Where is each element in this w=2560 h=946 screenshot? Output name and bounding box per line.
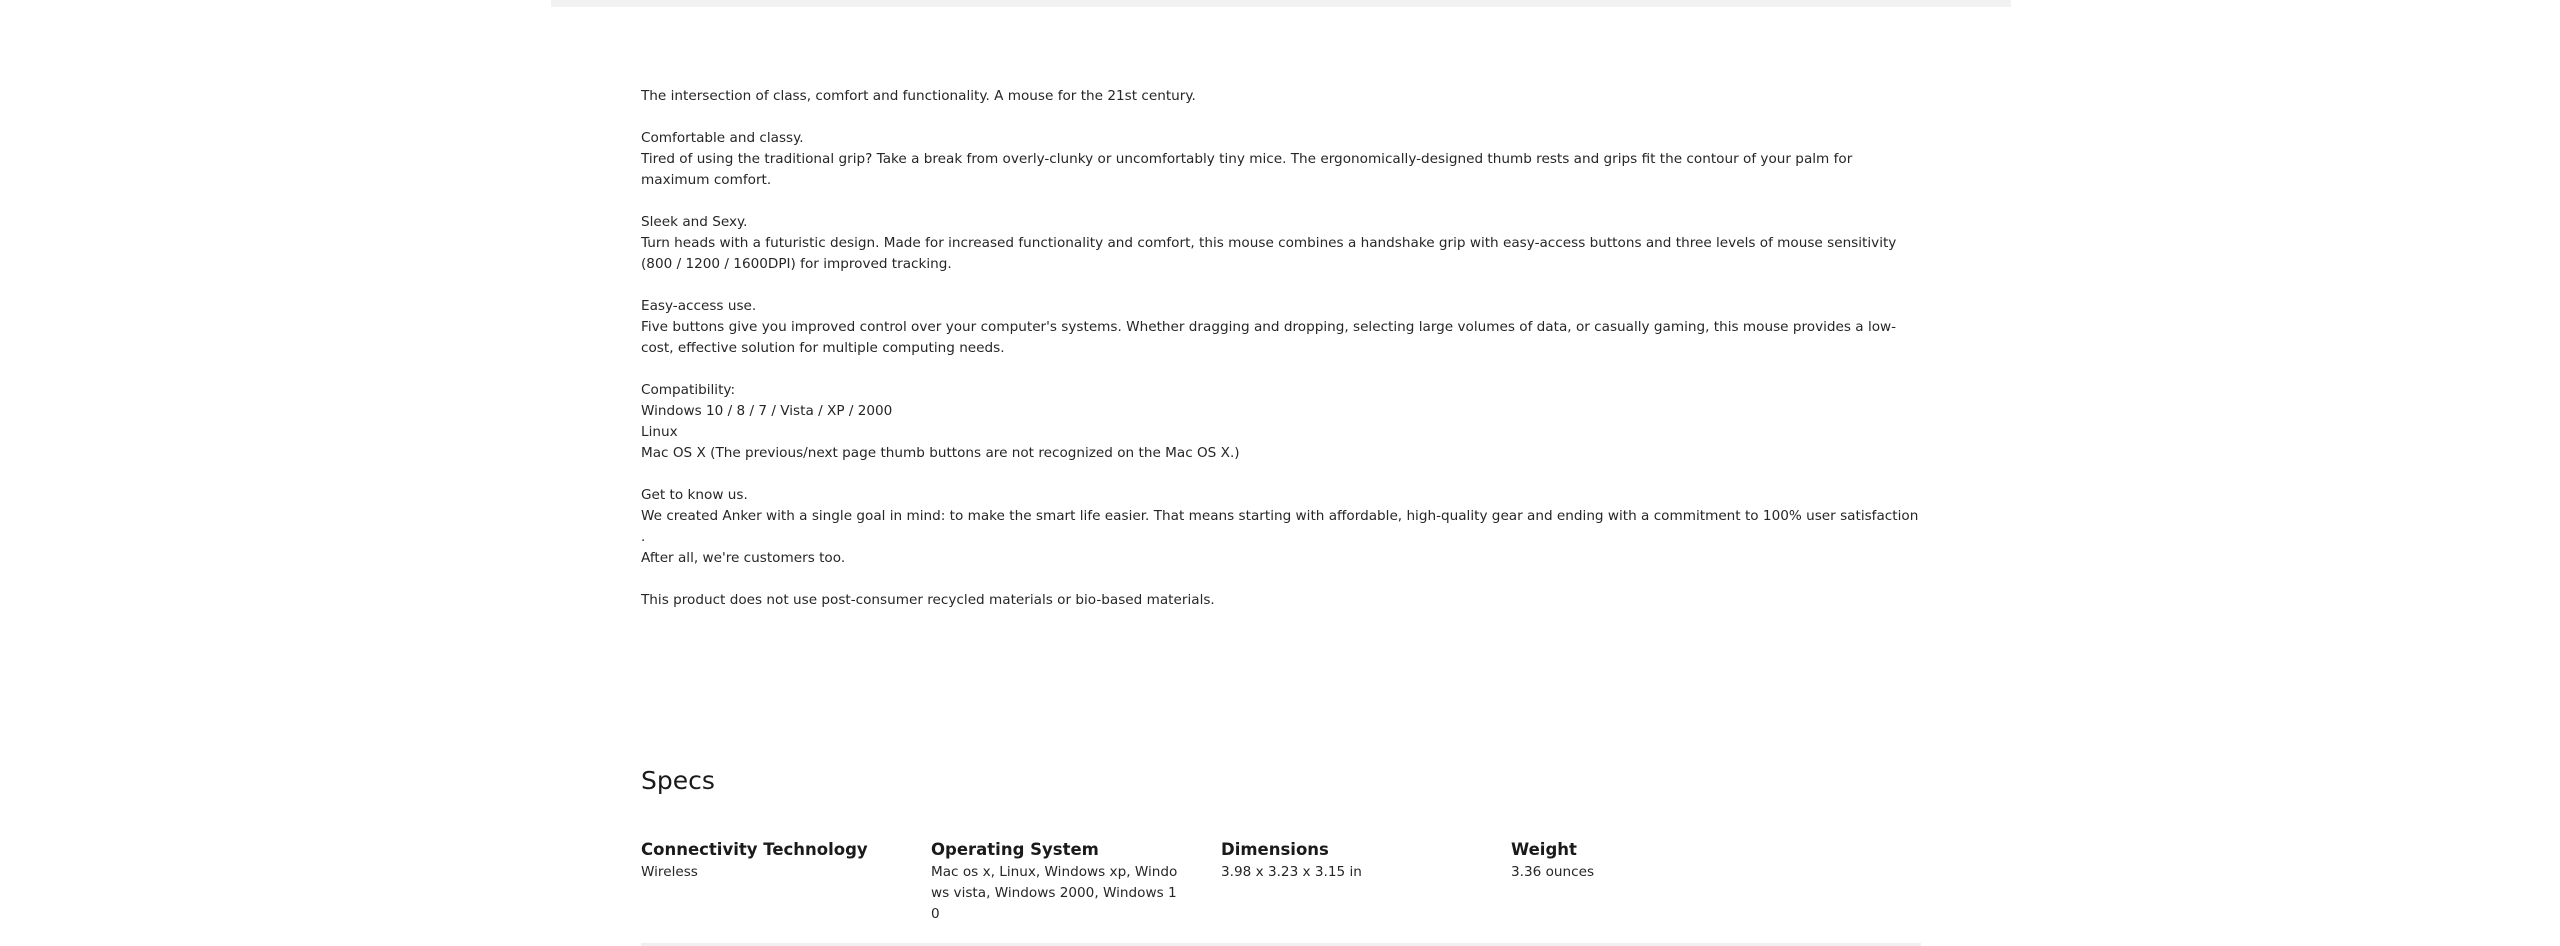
spec-value: Mac os x, Linux, Windows xp, Windows vista, Windows 2000, Windows 10 xyxy=(931,864,1178,922)
spec-value: Wireless xyxy=(641,864,698,880)
spec-operating-system xyxy=(931,838,1221,925)
spec-title: Operating System xyxy=(931,840,1099,859)
description-paragraph: The intersection of class, comfort and functionality. A mouse for the 21st century. xyxy=(641,88,1196,104)
spec-title: Weight xyxy=(1511,840,1577,859)
description-paragraph: Compatibility: Windows 10 / 8 / 7 / Vista / XP / 2000 Linux Mac OS X (The previous/next page thumb buttons are not recognized on the Mac OS X.) xyxy=(641,382,1240,461)
spec-value: 3.98 x 3.23 x 3.15 in xyxy=(1221,864,1362,880)
description-paragraph: Easy-access use. Five buttons give you improved control over your computer's systems. Whether dragging and dropping, selecting large volumes of data, or casually gaming, this mouse provides a low-cost, effective solution for multiple computing needs. xyxy=(641,298,1897,356)
spec-value: 3.36 ounces xyxy=(1511,864,1595,880)
description-paragraph: Get to know us. We created Anker with a single goal in mind: to make the smart life easier. That means starting with affordable, high-quality gear and ending with a commitment to 100% user satisfaction . After all, we're customers too. xyxy=(641,487,1919,566)
spec-title: Dimensions xyxy=(1221,840,1329,859)
description-paragraph: This product does not use post-consumer recycled materials or bio-based materials. xyxy=(641,592,1215,608)
product-description xyxy=(641,86,1921,611)
top-divider-strip xyxy=(551,0,2011,7)
specs-heading: Specs xyxy=(641,766,715,795)
description-paragraph: Comfortable and classy. Tired of using the traditional grip? Take a break from overly-clunky or uncomfortably tiny mice. The ergonomically-designed thumb rests and grips fit the contour of your palm for maximum comfort. xyxy=(641,130,1853,188)
description-paragraph: Sleek and Sexy. Turn heads with a futuristic design. Made for increased functionality and comfort, this mouse combines a handshake grip with easy-access buttons and three levels of mouse sensitivity (800 / 1200 / 1600DPI) for improved tracking. xyxy=(641,214,1897,272)
specs-grid xyxy=(641,838,1921,925)
spec-dimensions xyxy=(1221,838,1511,925)
spec-title: Connectivity Technology xyxy=(641,840,868,859)
spec-weight xyxy=(1511,838,1801,925)
spec-connectivity xyxy=(641,838,931,925)
